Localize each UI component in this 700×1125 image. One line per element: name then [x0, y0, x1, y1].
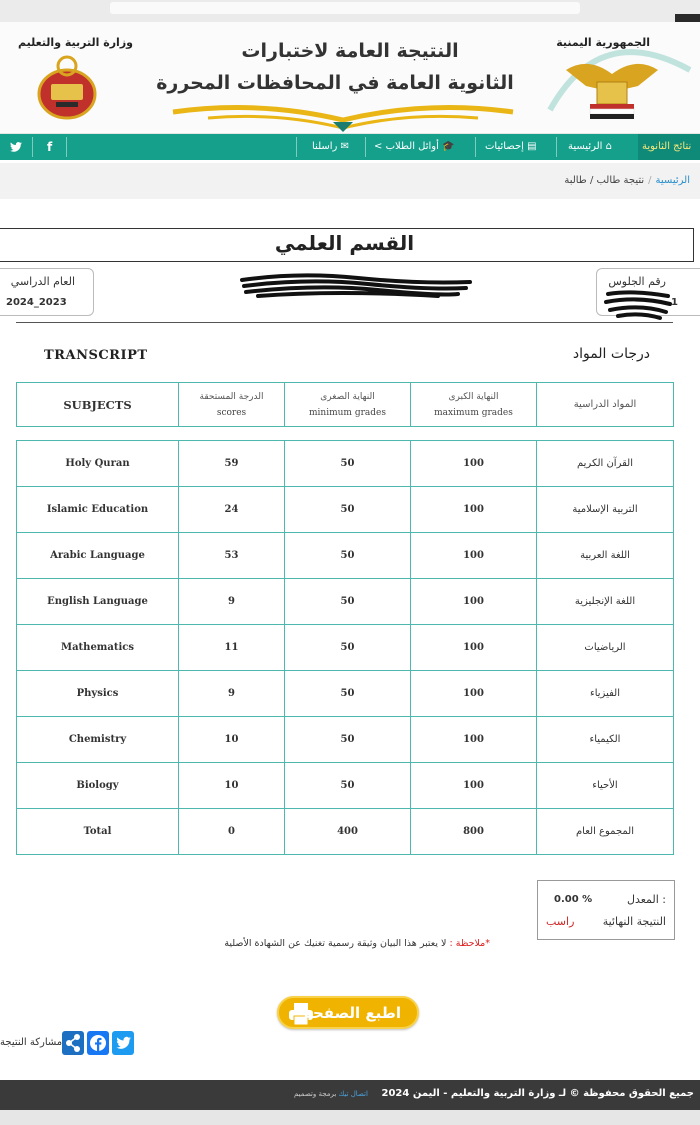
header-row — [17, 383, 674, 427]
col-min-en: minimum grades — [309, 407, 386, 418]
print-button-label: اطبع الصفحة — [303, 1004, 401, 1022]
ministry-title: وزارة التربية والتعليم — [18, 36, 133, 49]
mail-icon: ✉ — [340, 141, 349, 152]
subject-ar-cell: الأحياء — [537, 763, 674, 809]
breadcrumb-trail — [564, 175, 690, 186]
subject-ar-cell: الفيزياء — [537, 671, 674, 717]
stats-icon: ▤ — [527, 141, 537, 152]
twitter-share-icon — [112, 1031, 134, 1055]
subject-cell: Biology — [17, 763, 179, 809]
share-label: مشاركة النتيجة — [0, 1037, 63, 1048]
seat-value: 1 — [671, 297, 678, 308]
table-row — [17, 579, 674, 625]
facebook-share-icon — [87, 1031, 109, 1055]
max-grade-cell: 100 — [411, 533, 537, 579]
graduate-icon: 🎓 — [442, 141, 455, 152]
col-scores — [179, 383, 285, 427]
section-title-box — [0, 228, 694, 262]
max-grade-cell: 100 — [411, 441, 537, 487]
subject-ar-cell: اللغة العربية — [537, 533, 674, 579]
top-strip — [0, 0, 700, 22]
score-cell: 59 — [179, 441, 285, 487]
nav-separator — [475, 137, 476, 157]
subject-ar-cell: الرياضيات — [537, 625, 674, 671]
nav-top-students-label: < أوائل الطلاب — [374, 141, 439, 152]
nav-separator — [296, 137, 297, 157]
breadcrumb-current: نتيجة طالب / طالبة — [564, 175, 645, 186]
nav-home[interactable] — [568, 134, 612, 160]
score-cell: 10 — [179, 763, 285, 809]
nav-separator — [66, 137, 67, 157]
subject-ar-cell: المجموع العام — [537, 809, 674, 855]
min-grade-cell: 50 — [285, 625, 411, 671]
table-row — [17, 717, 674, 763]
min-grade-cell: 400 — [285, 809, 411, 855]
max-grade-cell: 100 — [411, 579, 537, 625]
nav-separator — [556, 137, 557, 157]
section-title: القسم العلمي — [274, 231, 415, 255]
year-value: 2024_2023 — [6, 297, 67, 308]
max-grade-cell: 100 — [411, 717, 537, 763]
table-row — [17, 533, 674, 579]
table-row — [17, 441, 674, 487]
subject-cell: Total — [17, 809, 179, 855]
table-row — [17, 487, 674, 533]
disclaimer-note — [224, 938, 490, 949]
bottom-strip — [0, 1110, 700, 1125]
year-label: العام الدراسي — [10, 275, 75, 288]
min-grade-cell: 50 — [285, 763, 411, 809]
subject-cell: Chemistry — [17, 717, 179, 763]
table-row — [17, 625, 674, 671]
final-result-label: النتيجة النهائية — [602, 915, 666, 928]
subject-cell: Islamic Education — [17, 487, 179, 533]
score-cell: 11 — [179, 625, 285, 671]
home-icon: ⌂ — [605, 141, 612, 152]
col-scores-en: scores — [216, 407, 247, 418]
col-max-ar: النهاية الكبرى — [448, 391, 499, 402]
main-nav — [0, 134, 700, 160]
subject-cell: Holy Quran — [17, 441, 179, 487]
subject-ar-cell: القرآن الكريم — [537, 441, 674, 487]
transcript-label: TRANSCRIPT — [44, 348, 148, 363]
min-grade-cell: 50 — [285, 671, 411, 717]
max-grade-cell: 100 — [411, 763, 537, 809]
footer-copyright: جميع الحقوق محفوظة © لـ وزارة التربية والتعليم - اليمن 2024 — [381, 1088, 694, 1099]
subject-cell: Mathematics — [17, 625, 179, 671]
average-value: 0.00 % — [554, 894, 593, 905]
table-row — [17, 763, 674, 809]
subject-cell: Physics — [17, 671, 179, 717]
col-min-ar: النهاية الصغرى — [320, 391, 375, 402]
nav-results-label: نتائج الثانوية — [642, 141, 692, 152]
nav-contact-label: راسلنا — [312, 141, 338, 152]
nav-results-active[interactable] — [638, 134, 700, 160]
final-result-value: راسب — [546, 915, 575, 928]
min-grade-cell: 50 — [285, 533, 411, 579]
grades-table-header — [16, 382, 674, 427]
col-scores-ar: الدرجة المستحقة — [199, 391, 264, 402]
col-subjects-ar — [537, 383, 674, 427]
nav-separator — [32, 137, 33, 157]
site-footer — [0, 1080, 700, 1110]
twitter-share-button[interactable] — [112, 1031, 134, 1055]
score-cell: 53 — [179, 533, 285, 579]
print-page-button[interactable] — [277, 996, 419, 1029]
seat-redaction-scribble — [604, 286, 676, 322]
table-row — [17, 809, 674, 855]
table-row — [17, 671, 674, 717]
max-grade-cell: 100 — [411, 671, 537, 717]
site-header — [0, 22, 700, 134]
subject-ar-cell: التربية الإسلامية — [537, 487, 674, 533]
redaction-scribble — [238, 270, 474, 302]
col-subjects: SUBJECTS — [17, 383, 179, 427]
footer-credit — [276, 1090, 368, 1098]
nav-stats-label: إحصائيات — [485, 141, 524, 152]
col-subjects-ar-label: المواد الدراسية — [573, 399, 637, 410]
main-title-line1: النتيجة العامة لاختبارات — [241, 40, 459, 62]
min-grade-cell: 50 — [285, 579, 411, 625]
republic-title: الجمهورية اليمنية — [556, 36, 650, 49]
note-text: لا يعتبر هذا البيان وثيقة رسمية تغنيك عن الشهادة الأصلية — [224, 938, 447, 949]
footer-credit-label: برمجة وتصميم — [294, 1090, 337, 1098]
average-label: المعدل : — [626, 893, 666, 906]
score-cell: 9 — [179, 579, 285, 625]
score-cell: 9 — [179, 671, 285, 717]
facebook-share-button[interactable] — [87, 1031, 109, 1055]
subject-cell: Arabic Language — [17, 533, 179, 579]
subject-ar-cell: الكيمياء — [537, 717, 674, 763]
score-cell: 10 — [179, 717, 285, 763]
col-max — [411, 383, 537, 427]
subject-ar-cell: اللغة الإنجليزية — [537, 579, 674, 625]
breadcrumb — [0, 163, 700, 199]
share-icon — [62, 1031, 84, 1055]
seat-label: رقم الجلوس — [608, 275, 666, 288]
col-max-en: maximum grades — [434, 407, 513, 418]
nav-stats[interactable] — [485, 134, 537, 160]
max-grade-cell: 100 — [411, 487, 537, 533]
score-cell: 24 — [179, 487, 285, 533]
footer-credit-link[interactable]: اتصال تيك — [338, 1090, 368, 1098]
main-title-line2: الثانوية العامة في المحافظات المحررة — [156, 72, 514, 94]
grades-table — [16, 440, 674, 855]
top-strip-edge — [675, 14, 700, 22]
nav-home-label: الرئيسية — [568, 141, 603, 152]
min-grade-cell: 50 — [285, 441, 411, 487]
facebook-icon[interactable]: f — [47, 140, 53, 154]
min-grade-cell: 50 — [285, 487, 411, 533]
twitter-icon[interactable] — [10, 134, 22, 160]
divider — [16, 322, 673, 323]
address-bar[interactable] — [110, 2, 580, 14]
max-grade-cell: 800 — [411, 809, 537, 855]
year-box — [0, 268, 94, 316]
max-grade-cell: 100 — [411, 625, 537, 671]
score-cell: 0 — [179, 809, 285, 855]
note-mark: *ملاحظة : — [449, 938, 490, 949]
share-button[interactable] — [62, 1031, 84, 1055]
breadcrumb-home[interactable]: الرئيسية — [655, 175, 690, 186]
nav-contact[interactable] — [312, 134, 349, 160]
yemen-emblem — [562, 52, 662, 124]
book-arc-icon — [168, 98, 518, 134]
nav-separator — [365, 137, 366, 157]
grades-label: درجات المواد — [572, 346, 650, 362]
ministry-logo — [34, 54, 100, 124]
subject-cell: English Language — [17, 579, 179, 625]
result-box — [537, 880, 675, 940]
breadcrumb-separator: / — [648, 175, 652, 186]
col-min — [285, 383, 411, 427]
nav-top-students[interactable] — [374, 134, 455, 160]
min-grade-cell: 50 — [285, 717, 411, 763]
